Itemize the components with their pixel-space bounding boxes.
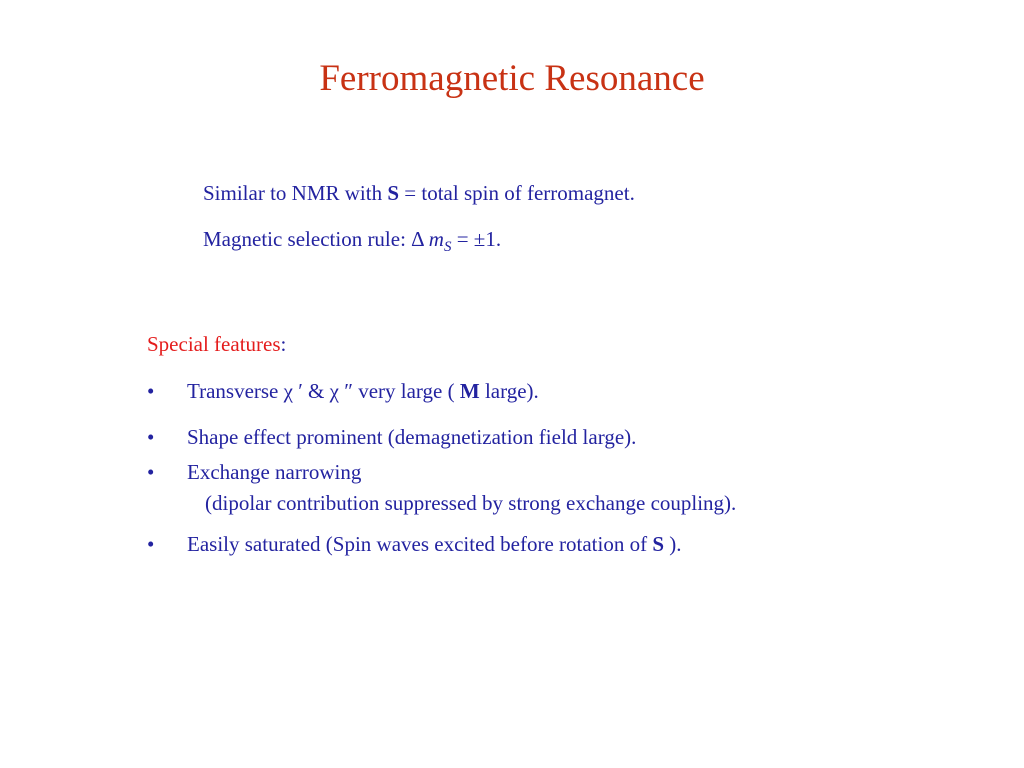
total-spin-symbol: S	[652, 532, 665, 556]
feature-4-post: ).	[664, 532, 682, 556]
feature-4-pre: Easily saturated (Spin waves excited before rotation of	[187, 532, 653, 556]
selection-rule-line	[203, 226, 501, 255]
feature-1-post: large).	[479, 379, 539, 403]
slide-title: Ferromagnetic Resonance	[319, 58, 705, 99]
selection-rule-pre: Magnetic selection rule: Δ	[203, 227, 429, 251]
feature-3-continuation: (dipolar contribution suppressed by strong exchange coupling).	[205, 491, 737, 515]
feature-1-pre: Transverse χ ′ & χ ″ very large (	[187, 379, 460, 403]
special-features-heading	[147, 331, 286, 357]
feature-item-transverse	[147, 378, 539, 404]
feature-item-easily-saturated	[147, 531, 682, 557]
intro-nmr-line	[203, 180, 635, 206]
magnetization-symbol: M	[459, 379, 480, 403]
intro-nmr-post: = total spin of ferromagnet.	[399, 181, 635, 205]
feature-3-text: Exchange narrowing	[187, 460, 362, 484]
selection-rule-post: = ±1.	[451, 227, 502, 251]
bullet-icon: •	[147, 532, 155, 556]
special-features-label: Special features	[147, 332, 281, 356]
bullet-icon: •	[147, 379, 155, 403]
total-spin-symbol: S	[387, 181, 400, 205]
intro-nmr-pre: Similar to NMR with	[203, 181, 388, 205]
feature-2-text: Shape effect prominent (demagnetization field large).	[187, 425, 637, 449]
bullet-icon: •	[147, 425, 155, 449]
heading-colon: :	[280, 332, 287, 356]
feature-item-exchange-narrowing	[147, 459, 361, 485]
m-variable: m	[428, 227, 444, 251]
bullet-icon: •	[147, 460, 155, 484]
feature-item-shape-effect	[147, 424, 636, 450]
s-subscript: S	[443, 239, 452, 255]
